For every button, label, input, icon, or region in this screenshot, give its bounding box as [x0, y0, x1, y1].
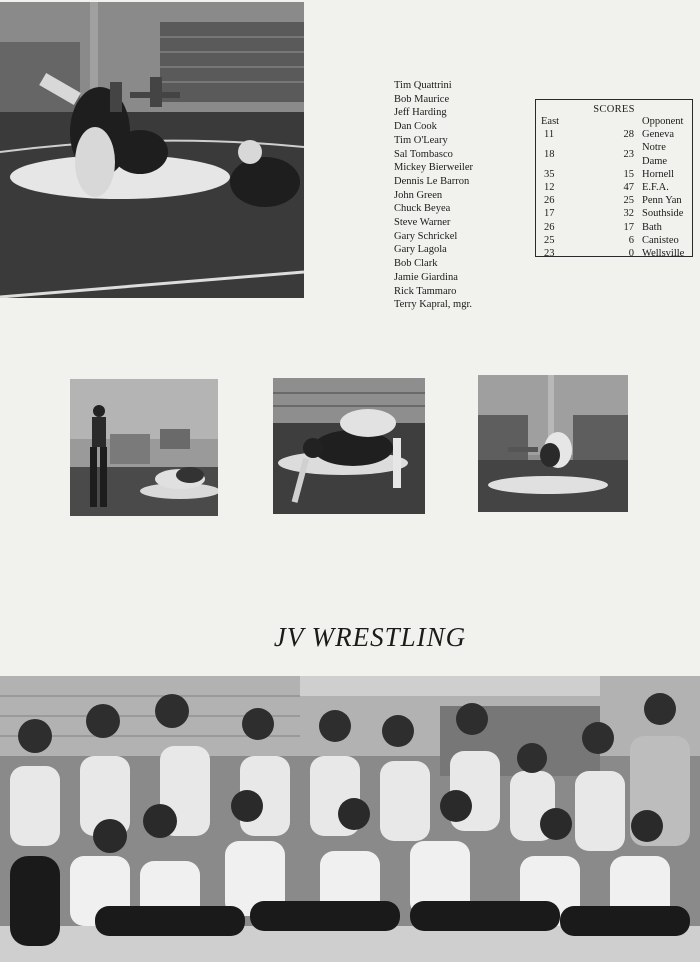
opponent-name: Penn Yan — [642, 195, 682, 207]
roster-name: Bob Maurice — [394, 93, 450, 105]
opponent-name: Canisteo — [642, 234, 679, 246]
score-row — [536, 141, 692, 167]
team-roster-list — [394, 79, 534, 312]
east-score: 25 — [544, 234, 555, 246]
roster-name: Gary Lagola — [394, 244, 447, 256]
scores-box — [535, 99, 693, 260]
opponent-name: Geneva — [642, 129, 675, 141]
score-row — [536, 181, 692, 194]
roster-name: Gary Schrickel — [394, 230, 458, 242]
roster-name: Rick Tammaro — [394, 285, 457, 297]
opponent-score: 0 — [628, 248, 634, 260]
roster-name: John Green — [394, 189, 443, 201]
scores-table — [536, 115, 692, 260]
roster-name: Mickey Bierweiler — [394, 162, 474, 174]
opponent-score: 28 — [623, 129, 634, 141]
east-score: 12 — [544, 182, 555, 194]
opponent-name: Hornell — [642, 168, 675, 180]
east-header: East — [541, 116, 560, 127]
east-score: 26 — [544, 195, 555, 207]
roster-name: Jamie Giardina — [394, 271, 458, 283]
gym-match-photo — [478, 375, 628, 512]
score-row — [536, 194, 692, 207]
opponent-score: 47 — [623, 182, 634, 194]
opponent-score: 25 — [623, 195, 634, 207]
opponent-header: Opponent — [642, 116, 684, 127]
east-score: 35 — [544, 168, 555, 180]
east-score: 11 — [544, 129, 555, 141]
roster-name: Tim Quattrini — [394, 80, 452, 91]
page-heading: JV WRESTLING — [273, 622, 467, 652]
team-group-photo — [0, 676, 700, 962]
opponent-score: 23 — [623, 149, 634, 160]
roster-name: Dennis Le Barron — [394, 175, 470, 187]
roster-name: Dan Cook — [394, 121, 437, 133]
scores-title: SCORES — [593, 104, 635, 115]
opponent-name: E.F.A. — [642, 182, 669, 194]
roster-name: Steve Warner — [394, 217, 451, 229]
opponent-name: Notre Dame — [642, 142, 668, 167]
east-score: 26 — [544, 221, 555, 233]
score-row — [536, 168, 692, 181]
score-row — [536, 128, 692, 141]
opponent-name: Bath — [642, 221, 662, 233]
roster-name: Chuck Beyea — [394, 203, 451, 215]
referee-match-photo — [70, 379, 218, 516]
opponent-score: 6 — [628, 234, 634, 246]
roster-name: Terry Kapral, mgr. — [394, 299, 472, 311]
score-row — [536, 221, 692, 234]
score-row — [536, 207, 692, 220]
score-row — [536, 247, 692, 260]
east-score: 18 — [544, 149, 555, 160]
east-score: 23 — [544, 248, 555, 260]
east-score: 17 — [544, 208, 555, 220]
roster-name: Sal Tombasco — [394, 148, 453, 160]
opponent-score: 32 — [623, 208, 634, 220]
opponent-score: 17 — [623, 221, 634, 233]
roster-name: Bob Clark — [394, 258, 438, 270]
opponent-name: Wellsville — [642, 248, 685, 260]
wrestling-hold-photo — [273, 378, 425, 514]
opponent-name: Southside — [642, 208, 684, 220]
roster-name: Jeff Harding — [394, 107, 447, 119]
score-row — [536, 234, 692, 247]
roster-name: Tim O'Leary — [394, 134, 448, 146]
wrestling-match-photo — [0, 2, 304, 298]
opponent-score: 15 — [623, 168, 634, 180]
scores-header-row — [536, 115, 692, 128]
